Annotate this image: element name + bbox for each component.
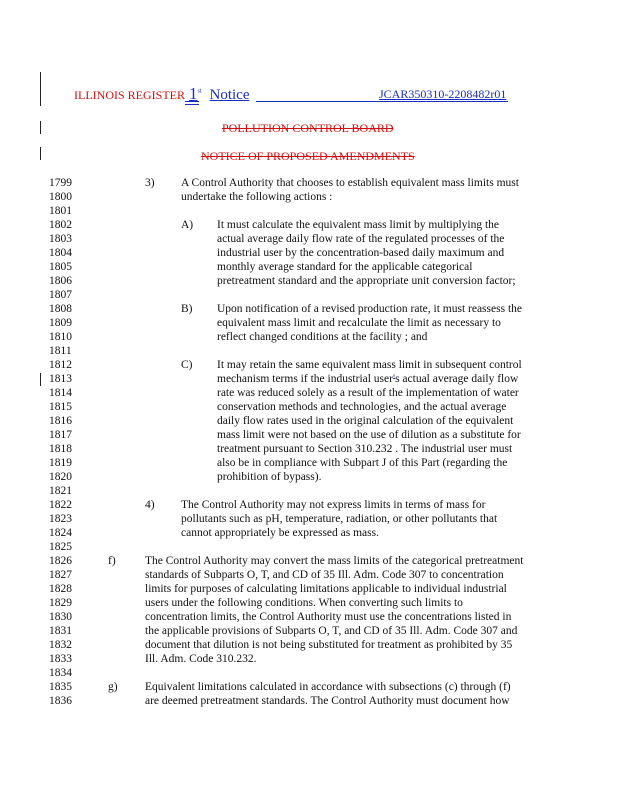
notice-label: Notice [209,87,250,103]
line-number: 1820 [49,471,72,483]
board-name: POLLUTION CONTROL BOARD [222,121,394,135]
change-bar [40,72,41,106]
deleted-apostrophe: ' [392,373,396,385]
line-number: 1816 [49,415,72,427]
line-number: 1829 [49,597,72,609]
item-f-line: limits for purposes of calculating limitations applicable to individual industrial [145,583,507,595]
line-number: 1800 [49,191,72,203]
item-3c-line: conservation methods and technologies, and the actual average [217,401,507,413]
item-g-line: are deemed pretreatment standards. The Control Authority must document how [145,695,510,707]
item-3-line: A Control Authority that chooses to establish equivalent mass limits must [181,177,519,189]
item-3b-line: reflect changed conditions at the facility ; and [217,331,428,343]
line-number: 1834 [49,667,72,679]
change-bar [40,373,41,386]
item-3b-line: Upon notification of a revised production rate, it must reassess the [217,303,522,315]
item-3b-line: equivalent mass limit and recalculate the limit as necessary to [217,317,501,329]
line-number: 1806 [49,275,72,287]
page-header [74,84,250,104]
item-3c-label: C) [181,359,193,371]
line-number: 1799 [49,177,72,189]
line-number: 1815 [49,401,72,413]
item-3c-line: daily flow rates used in the original calculation of the equivalent [217,415,514,427]
line-number: 1817 [49,429,72,441]
item-3a-line: actual average daily flow rate of the regulated processes of the [217,233,505,245]
line-number: 1812 [49,359,72,371]
item-4-line: cannot appropriately be expressed as mass. [181,527,379,539]
line-number: 1833 [49,653,72,665]
double-underline [185,104,199,105]
line-number: 1827 [49,569,72,581]
item-f-label: f) [108,555,116,567]
line-number: 1814 [49,387,72,399]
line-number: 1803 [49,233,72,245]
page-number: 1 [189,84,198,103]
line-number: 1830 [49,611,72,623]
item-3b-label: B) [181,303,193,315]
line-number: 1823 [49,513,72,525]
line-number: 1831 [49,625,72,637]
item-3a-line: industrial user by the concentration-based daily maximum and [217,247,505,259]
line-number: 1824 [49,527,72,539]
item-3c-line: mass limit were not based on the use of dilution as a substitute for [217,429,521,441]
line-number: 1825 [49,541,72,553]
line-number: 1805 [49,261,72,273]
line-number: 1826 [49,555,72,567]
line-number: 1819 [49,457,72,469]
item-3c-text: s actual average daily flow [395,373,519,385]
line-number: 1828 [49,583,72,595]
item-3a-label: A) [181,219,194,231]
line-number: 1822 [49,499,72,511]
register-title: ILLINOIS REGISTER [74,88,185,102]
item-4-line: The Control Authority may not express limits in terms of mass for [181,499,486,511]
item-f-line: Ill. Adm. Code 310.232. [145,653,257,665]
item-3c-line: also be in compliance with Subpart J of this Part (regarding the [217,457,508,469]
item-f-line: standards of Subparts O, T, and CD of 35 Ill. Adm. Code 307 to concentration [145,569,504,581]
item-3c-line [217,373,518,385]
item-f-line: users under the following conditions. When converting such limits to [145,597,463,609]
notice-title: NOTICE OF PROPOSED AMENDMENTS [201,149,415,163]
jcar-code: JCAR350310-2208482r01 [379,87,507,101]
line-number: 1835 [49,681,72,693]
change-bar [40,147,41,160]
line-number: 1809 [49,317,72,329]
line-number: 1801 [49,205,72,217]
item-3c-line: prohibition of bypass). [217,471,322,483]
change-bar [40,121,41,134]
item-4-label: 4) [145,499,155,511]
item-g-line: Equivalent limitations calculated in accordance with subsections (c) through (f) [145,681,511,693]
item-f-line: The Control Authority may convert the mass limits of the categorical pretreatment [145,555,524,567]
item-3c-line: rate was reduced solely as a result of the implementation of water [217,387,519,399]
page-number-suffix: st [197,88,202,95]
line-number: 1810 [49,331,72,343]
double-underline [185,101,199,102]
item-g-label: g) [108,681,118,693]
line-number: 1807 [49,289,72,301]
item-3a-line: pretreatment standard and the appropriate unit conversion factor; [217,275,516,287]
line-number: 1811 [49,345,72,357]
line-number: 1818 [49,443,72,455]
line-number: 1802 [49,219,72,231]
line-number: 1832 [49,639,72,651]
item-3-label: 3) [145,177,155,189]
line-number: 1836 [49,695,72,707]
line-number: 1808 [49,303,72,315]
item-4-line: pollutants such as pH, temperature, radiation, or other pollutants that [181,513,498,525]
line-number: 1804 [49,247,72,259]
line-number: 1813 [49,373,72,385]
item-3c-line: It may retain the same equivalent mass limit in subsequent control [217,359,522,371]
item-f-line: concentration limits, the Control Authority must use the concentrations listed in [145,611,512,623]
item-3c-line: treatment pursuant to Section 310.232 . The industrial user must [217,443,513,455]
line-number: 1821 [49,485,72,497]
item-3-line: undertake the following actions : [181,191,333,203]
item-3a-line: It must calculate the equivalent mass limit by multiplying the [217,219,500,231]
item-3a-line: monthly average standard for the applicable categorical [217,261,473,273]
item-f-line: document that dilution is not being substituted for treatment as prohibited by 35 [145,639,513,651]
item-3c-text: mechanism terms if the industrial user [217,373,393,385]
item-f-line: the applicable provisions of Subparts O, T, and CD of 35 Ill. Adm. Code 307 and [145,625,518,637]
